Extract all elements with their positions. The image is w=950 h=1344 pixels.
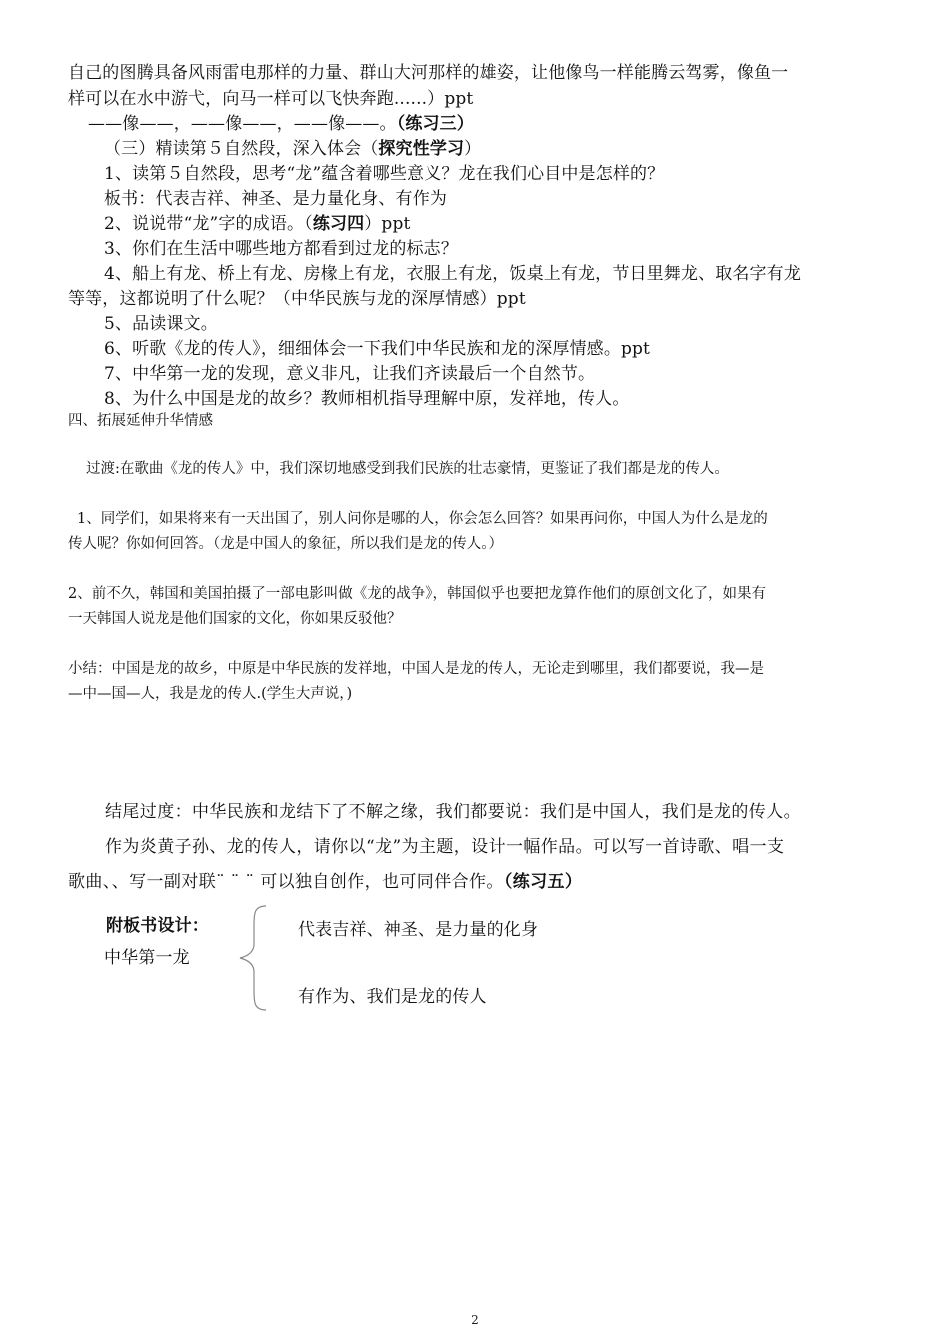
paragraph-line: 板书：代表吉祥、神圣、是力量化身、有作为: [104, 189, 447, 209]
paragraph-line: 1、同学们，如果将来有一天出国了，别人问你是哪的人，你会怎么回答？如果再问你，中国人为什么是龙的: [77, 511, 768, 527]
board-item: 有作为、我们是龙的传人: [298, 987, 487, 1007]
exercise-label: （练习五）: [503, 872, 583, 892]
board-center: 中华第一龙: [104, 948, 190, 968]
paragraph-line: 一天韩国人说龙是他们国家的文化，你如果反驳他？: [68, 611, 402, 627]
paragraph-line: 样可以在水中游弋，向马一样可以飞快奔跑......）ppt: [68, 89, 474, 109]
section-heading: [104, 134, 481, 159]
paragraph-line: 过渡:在歌曲《龙的传人》中，我们深切地感受到我们民族的壮志豪情，更鉴证了我们都是龙的传人。: [86, 461, 729, 477]
exercise-label: （练习三）: [396, 114, 474, 134]
exercise-label: 练习四: [312, 214, 365, 234]
paragraph-line: 1、读第５自然段，思考“龙”蕴含着哪些意义？龙在我们心目中是怎样的？: [104, 164, 665, 184]
page-number: 2: [471, 1313, 479, 1327]
paragraph-line: 结尾过度：中华民族和龙结下了不解之缘，我们都要说：我们是中国人，我们是龙的传人。: [105, 802, 801, 822]
section-heading-close: ）: [464, 139, 482, 159]
line-text: 歌曲、、写一副对联¨ ¨ ¨ 可以独自创作，也可同伴合作。: [68, 872, 504, 892]
board-heading: 附板书设计：: [106, 916, 209, 936]
paragraph-line: 5、品读课文。: [104, 314, 218, 334]
paragraph-line: 7、中华第一龙的发现，意义非凡，让我们齐读最后一个自然节。: [104, 364, 596, 384]
paragraph-line: 8、为什么中国是龙的故乡？教师相机指导理解中原，发祥地，传人。: [104, 389, 630, 409]
paragraph-line: 3、你们在生活中哪些地方都看到过龙的标志？: [104, 239, 458, 259]
paragraph-line: 自己的图腾具备风雨雷电那样的力量、群山大河那样的雄姿，让他像鸟一样能腾云驾雾，像鱼一: [68, 63, 789, 83]
paragraph-line: [104, 209, 410, 234]
paragraph-line: 6、听歌《龙的传人》，细细体会一下我们中华民族和龙的深厚情感。ppt: [104, 339, 651, 359]
paragraph-line: 小结：中国是龙的故乡，中原是中华民族的发祥地，中国人是龙的传人，无论走到哪里，我们都要说，我—是: [68, 661, 764, 677]
paragraph-line: —中—国—人，我是龙的传人.(学生大声说，): [68, 686, 353, 702]
paragraph-line: [68, 867, 582, 892]
paragraph-line: 4、船上有龙、桥上有龙、房椽上有龙，衣服上有龙，饭桌上有龙，节日里舞龙、取名字有龙: [104, 264, 801, 284]
paragraph-line: 传人呢？你如何回答。（龙是中国人的象征，所以我们是龙的传人。）: [68, 536, 503, 552]
board-item: 代表吉祥、神圣、是力量的化身: [298, 920, 539, 940]
paragraph-line: 作为炎黄子孙、龙的传人，请你以“龙”为主题，设计一幅作品。可以写一首诗歌、唱一支: [105, 837, 785, 857]
blank-pattern: ——像——，——像——，——像——。: [88, 114, 397, 134]
emphasis-text: 探究性学习: [378, 139, 465, 159]
exercise-line: [88, 109, 474, 134]
line-text: ）ppt: [364, 214, 411, 234]
line-text: 2、说说带“龙”字的成语。（: [104, 214, 313, 234]
brace-icon: [236, 904, 276, 1012]
section-heading-text: （三）精读第５自然段，深入体会（: [104, 139, 379, 159]
paragraph-line: 2、前不久，韩国和美国拍摄了一部电影叫做《龙的战争》，韩国似乎也要把龙算作他们的原创文化了，如果有: [68, 586, 766, 602]
section-heading: 四、拓展延伸升华情感: [68, 413, 213, 429]
paragraph-line: 等等，这都说明了什么呢？（中华民族与龙的深厚情感）ppt: [68, 289, 526, 309]
